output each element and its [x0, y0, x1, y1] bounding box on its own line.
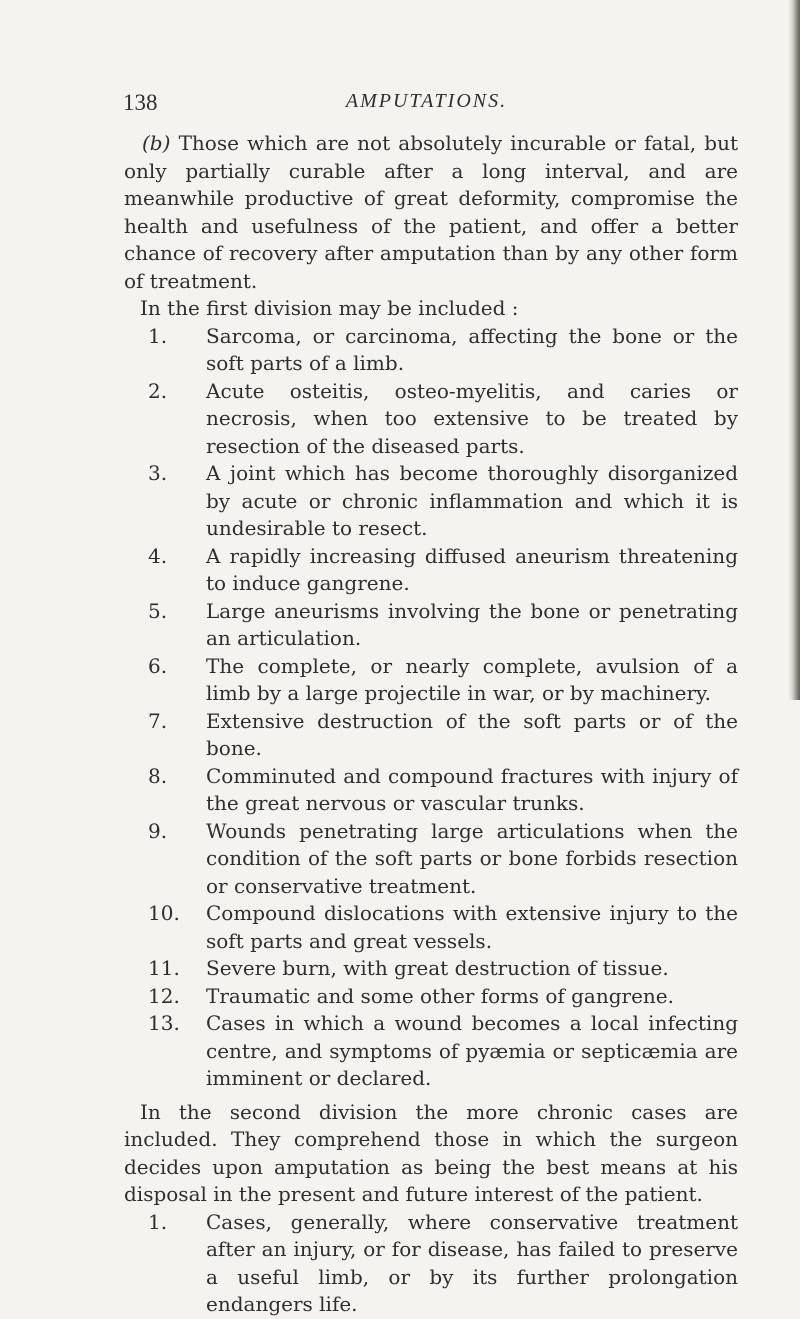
- running-head: AMPUTATIONS.: [345, 90, 508, 112]
- item-text: Comminuted and compound fractures with injury of the great nervous or vascular trunks.: [206, 763, 738, 815]
- item-number: 8.: [148, 763, 168, 788]
- item-text: Sarcoma, or carcinoma, affecting the bone or the soft parts of a limb.: [206, 323, 738, 375]
- item-text: Severe burn, with great destruction of tissue.: [206, 956, 669, 980]
- item-number: 4.: [148, 543, 168, 568]
- list-item: [124, 460, 738, 543]
- item-text: A joint which has become thoroughly disorganized by acute or chronic inflammation and which it is undesirable to resect.: [206, 461, 738, 540]
- intro-label: (b): [142, 131, 171, 155]
- page-number: 138: [123, 90, 158, 115]
- item-number: 7.: [148, 708, 168, 733]
- item-text: Cases, generally, where conservative treatment after an injury, or for disease, has failed to preserve a useful limb, or by its further prolongation endangers life.: [206, 1209, 738, 1316]
- item-number: 12.: [148, 983, 180, 1008]
- list-item: [124, 1209, 738, 1319]
- item-number: 6.: [148, 653, 168, 678]
- item-text: A rapidly increasing diffused aneurism threatening to induce gangrene.: [206, 543, 738, 595]
- intro-text: Those which are not absolutely incurable or fatal, but only partially curable after a long interval, and are meanwhile productive of great deformity, compromise the health and usefulness of the patient, and offer a better chance of recovery after amputation than by any other form of treatment.: [124, 131, 738, 293]
- item-number: 1.: [148, 323, 168, 348]
- item-text: Compound dislocations with extensive injury to the soft parts and great vessels.: [206, 901, 738, 953]
- item-number: 13.: [148, 1011, 180, 1035]
- list-item: [124, 323, 738, 378]
- item-number: 9.: [148, 818, 168, 843]
- list-item: [124, 598, 738, 653]
- list-item: [124, 983, 738, 1011]
- page-edge-shadow: [788, 0, 800, 700]
- list-item: [124, 818, 738, 901]
- page-body: [124, 130, 738, 1319]
- list-item: [124, 378, 738, 461]
- list-item: [124, 1010, 738, 1093]
- item-number: 11.: [148, 956, 180, 980]
- item-text: Acute osteitis, osteo-myelitis, and caries or necrosis, when too extensive to be treated by resection of the diseased parts.: [206, 378, 738, 458]
- item-text: Large aneurisms involving the bone or penetrating an articulation.: [206, 598, 738, 650]
- item-number: 5.: [148, 598, 168, 623]
- list-item: [124, 955, 738, 983]
- item-number: 3.: [148, 461, 168, 485]
- list-item: [124, 900, 738, 955]
- item-text: Extensive destruction of the soft parts or of the bone.: [206, 708, 738, 760]
- intro-paragraph: [124, 130, 738, 295]
- second-division-paragraph: In the second division the more chronic cases are included. They comprehend those in which the surgeon decides upon amputation as being the best means at his disposal in the present and future interest of the patient.: [124, 1099, 738, 1206]
- first-division-list: [124, 323, 738, 1093]
- item-text: The complete, or nearly complete, avulsion of a limb by a large projectile in war, or by machinery.: [206, 653, 738, 705]
- item-number: 10.: [148, 901, 180, 925]
- list-item: [124, 763, 738, 818]
- item-number: 2.: [148, 378, 168, 403]
- second-division-list: [124, 1209, 738, 1319]
- list-item: [124, 708, 738, 763]
- item-text: Cases in which a wound becomes a local infecting centre, and symptoms of pyæmia or septicæmia are imminent or declared.: [206, 1011, 738, 1090]
- list-item: [124, 543, 738, 598]
- item-number: 1.: [148, 1209, 168, 1234]
- list-item: [124, 653, 738, 708]
- page-header: [123, 90, 730, 120]
- item-text: Wounds penetrating large articulations when the condition of the soft parts or bone forbids resection or conservative treatment.: [206, 818, 738, 898]
- first-division-heading: In the first division may be included :: [140, 296, 519, 320]
- item-text: Traumatic and some other forms of gangrene.: [206, 983, 674, 1008]
